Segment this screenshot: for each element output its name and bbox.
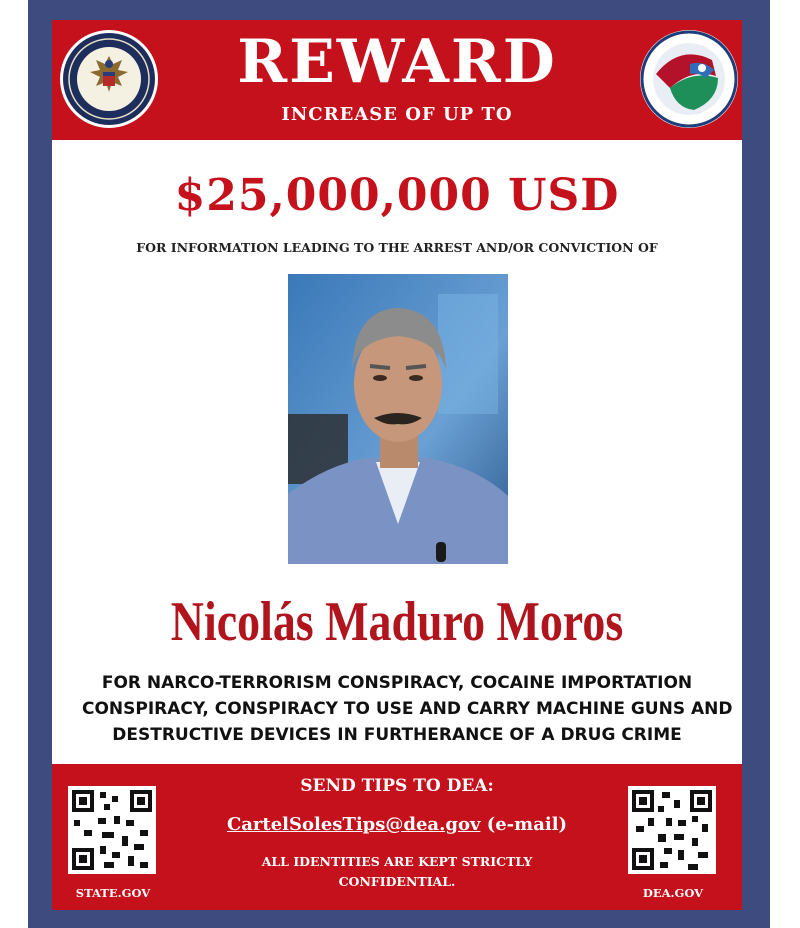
charges-text <box>82 670 733 748</box>
dea-gov-label: DEA.GOV <box>642 886 704 900</box>
confidentiality-note: ALL IDENTITIES ARE KEPT STRICTLY CONFIDENTIAL. <box>261 854 533 889</box>
header-band <box>52 20 742 140</box>
dea-gov-qr-code[interactable] <box>628 786 716 874</box>
dea-seal-icon <box>640 30 738 128</box>
charges-line: DESTRUCTIVE DEVICES IN FURTHERANCE OF A DRUG CRIME <box>112 725 682 745</box>
charges-line: CONSPIRACY, CONSPIRACY TO USE AND CARRY MACHINE GUNS AND <box>82 699 733 719</box>
reward-info-line: FOR INFORMATION LEADING TO THE ARREST AND/OR CONVICTION OF <box>136 240 658 255</box>
footer-band <box>52 764 742 910</box>
reward-amount: $25,000,000 USD <box>174 170 620 221</box>
subject-name: Nicolás Maduro Moros <box>170 591 624 653</box>
reward-poster <box>52 20 742 910</box>
tips-email-link[interactable]: CartelSolesTips@dea.gov <box>226 814 481 835</box>
reward-subtitle: INCREASE OF UP TO <box>281 104 513 125</box>
subject-photo <box>288 274 508 564</box>
state-gov-label: STATE.GOV <box>75 886 151 900</box>
charges-line: FOR NARCO-TERRORISM CONSPIRACY, COCAINE IMPORTATION <box>101 673 693 693</box>
tips-heading: SEND TIPS TO DEA: <box>300 776 494 796</box>
reward-title: REWARD <box>237 27 557 97</box>
email-suffix: (e-mail) <box>486 814 568 835</box>
